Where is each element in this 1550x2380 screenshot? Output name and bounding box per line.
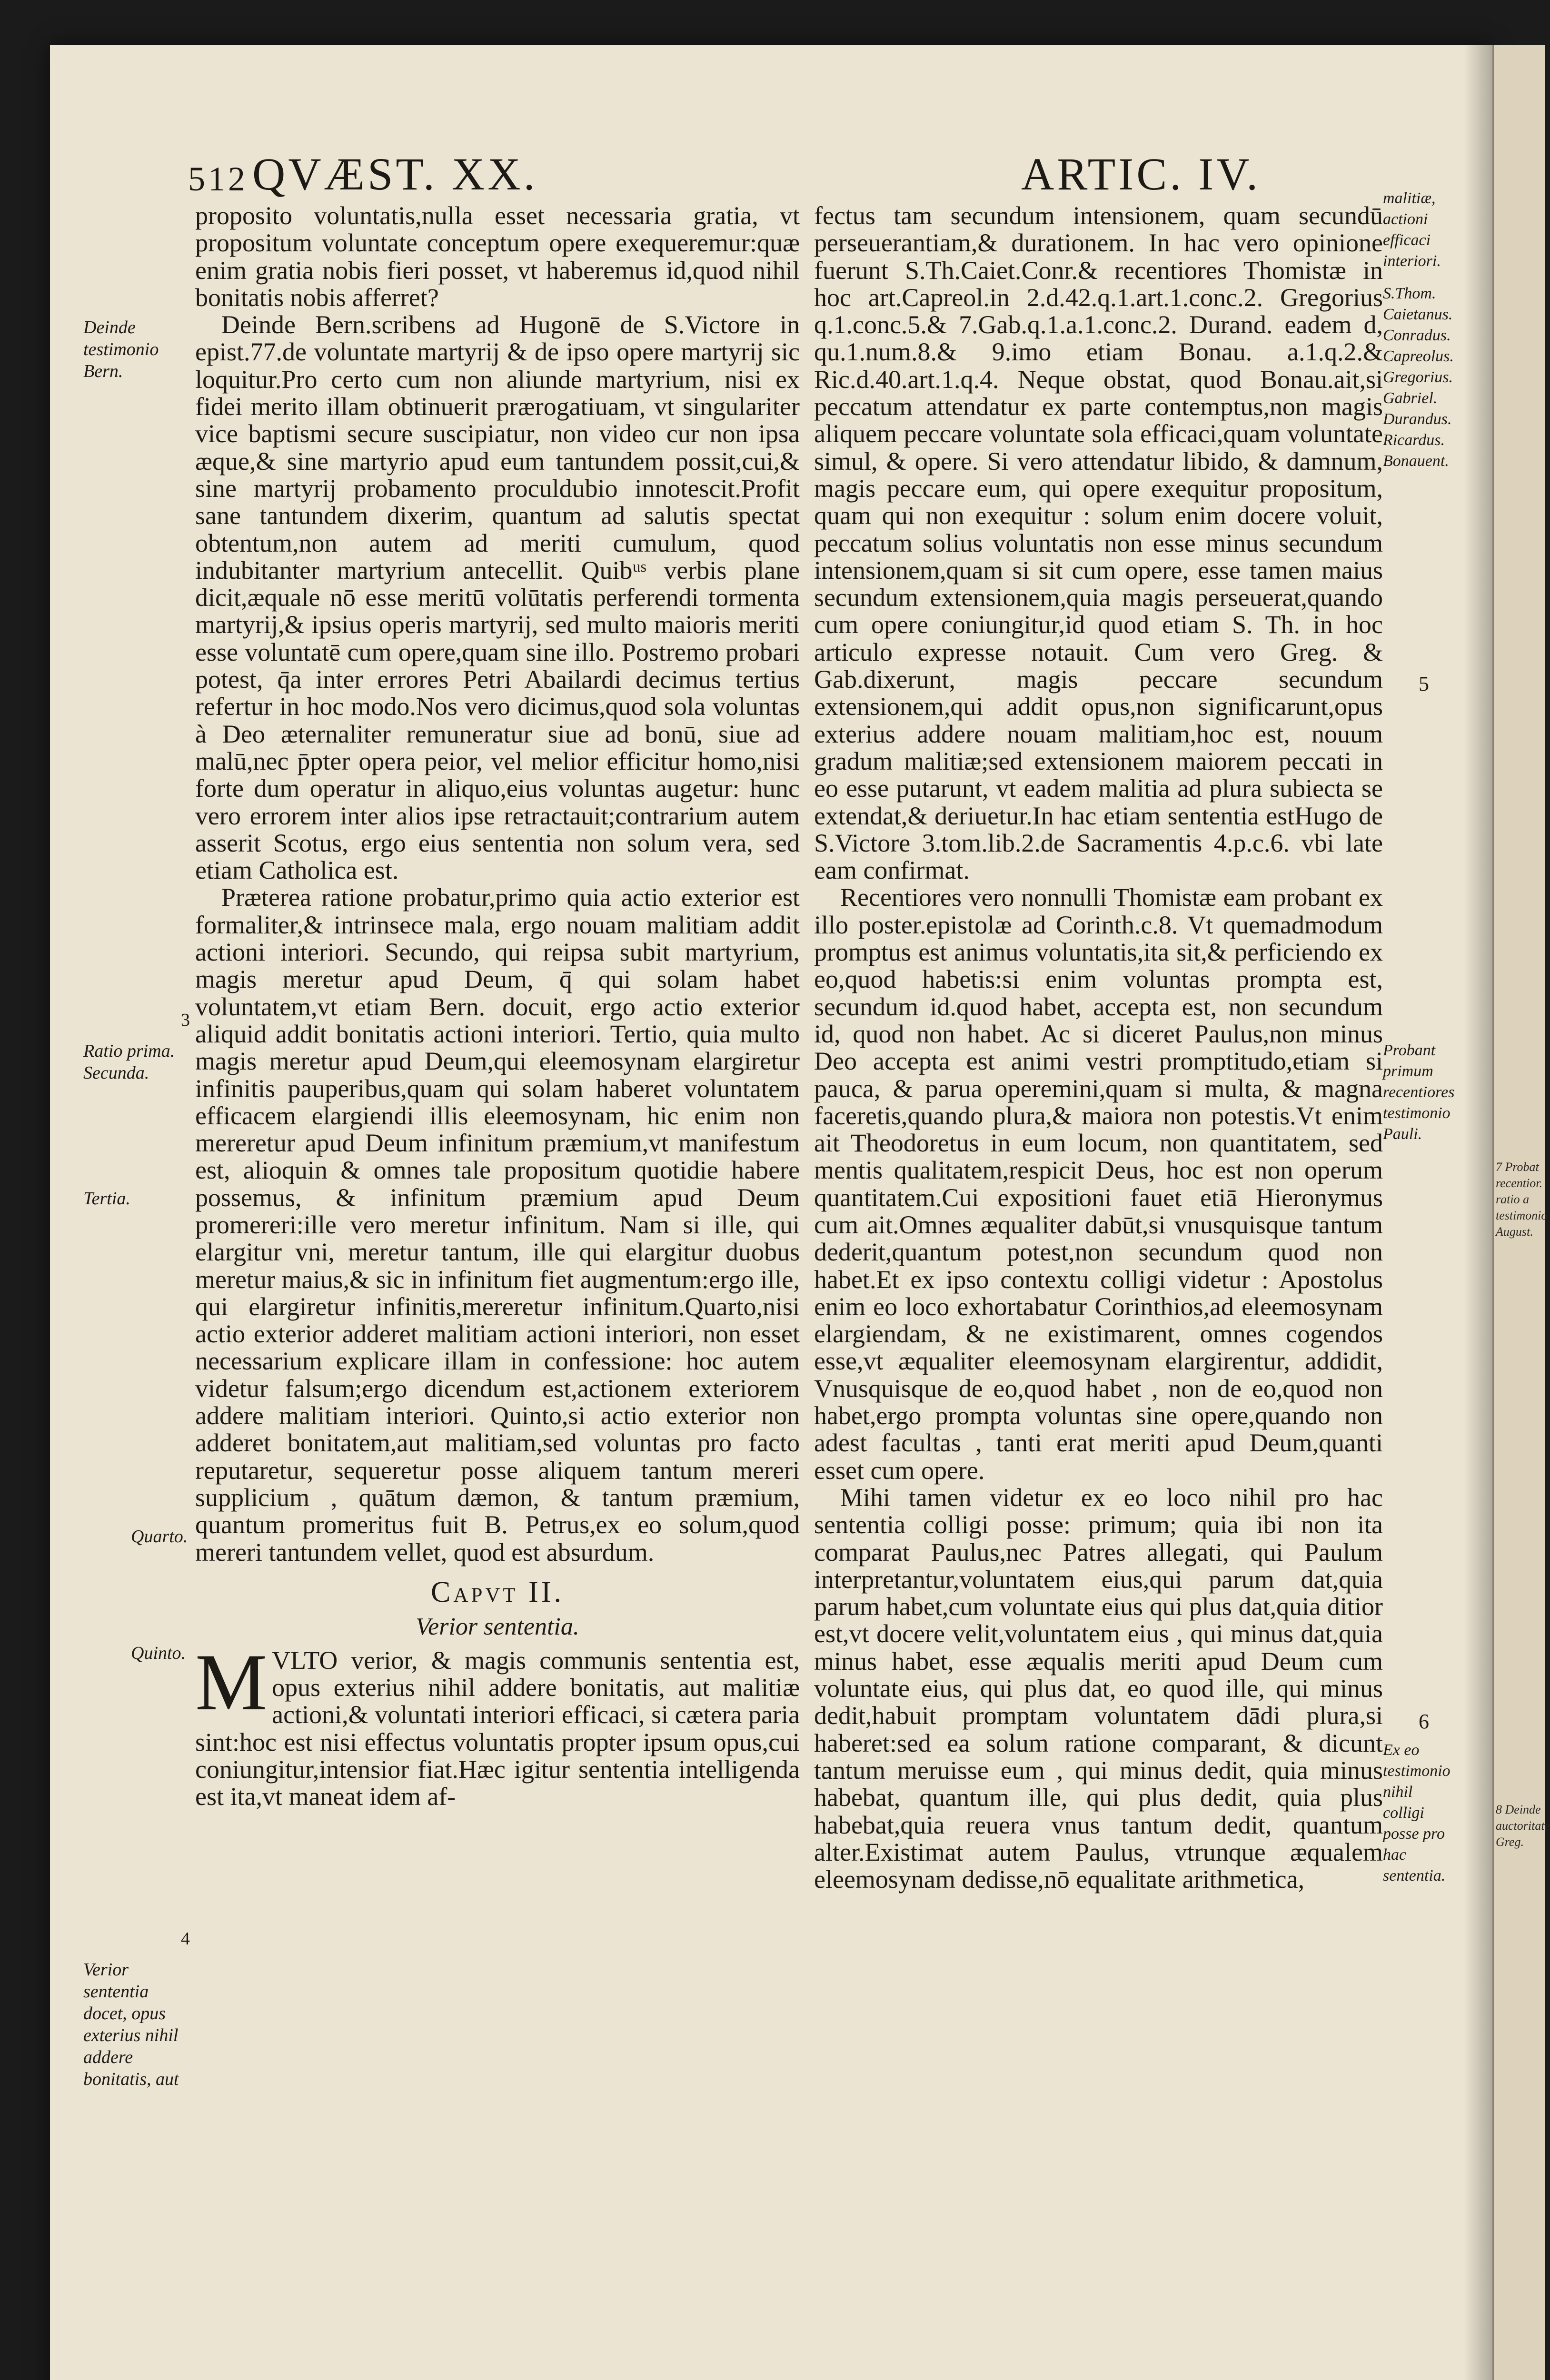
- paragraph: Recentiores vero nonnulli Thomistæ eam probant ex illo poster.epistolæ ad Corinth.c.8. Vt quemadmodum promptus est animus voluntatis,ita sit,& perficiendo ex eo,quod habetis:si enim voluntas prompta est, secundum id.quod habet, accepta est, non secundum id, quod non habet. Ac si diceret Paulus,non minus Deo accepta est animi vestri promptitudo,etiam si pauca, & parua operemini,quam si multa, & magna faceretis,quando plura,& maiora non potestis.Vt enim ait Theodoretus in eum locum, non quantitatem, sed mentis qualitatem,respicit Deus, hoc est non operum quantitatem.Cui expositioni fauet etiā Hieronymus cum ait.Omnes æqualiter dabūt,si vnusquisque tantum dederit,quantum potest,non secundum quod non habet.Et ex ipso contextu colligi videtur : Apostolus enim eo loco exhortabatur Corinthios,ad eleemosynam elargiendam, & ne existimarent, omnes cogendos esse,vt æqualiter eleemosynam elargirentur, addidit, Vnusquisque de eo,quod habet , non de eo,quod non habet,ergo prompta voluntas sine opere,quando non adest facultas , tanti erat meriti apud Deum,quanti esset cum opere.: [814, 883, 1383, 1485]
- margin-note: 8 Deinde auctoritate Greg.: [1496, 1803, 1550, 1849]
- margin-note: Ex eo testimonio nihil colligi posse pro hac sententia.: [1383, 1741, 1451, 1884]
- margin-number: 5: [1419, 672, 1429, 695]
- margin-note: Deinde testimonio Bern.: [83, 317, 159, 381]
- chapter-heading: Capvt II.: [431, 1576, 564, 1608]
- margin-note: Quarto.: [131, 1527, 188, 1547]
- paragraph: fectus tam secundum intensionem, quam secundū perseuerantiam,& durationem. In hac vero opinione fuerunt S.Th.Caiet.Conr.& recentiores Thomistæ in hoc art.Capreol.in 2.d.42.q.1.art.1.conc.2. Gregorius q.1.conc.5.& 7.Gab.q.1.a.1.conc.2. Durand. eadem d, qu.1.num.8.& 9.imo etiam Bonau. a.1.q.2.& Ric.d.40.art.1.q.4. Neque obstat, quod Bonau.ait,si peccatum attendatur ex parte contemptus,non magis aliquem peccare voluntate sola efficaci,quam voluntate simul, & opere. Si vero attendatur libido, & damnum, magis peccare eum, qui opere exequitur propositum, quam qui non exequitur : solum enim docere voluit, peccatum solius voluntatis non esse minus secundum intensionem,quam si sit cum opere, esse tamen maius secundum extensionem,quia magis perseuerat,quando cum opere coniungitur,id quod etiam S. Th. in hoc articulo expresse notauit. Cum vero Greg. & Gab.dixerunt, magis peccare secundum extensionem,qui addit opus,non significarunt,opus exterius addere nouam malitiam,hoc est, nouum gradum malitiæ;sed extensionem maiorem peccati in eo esse putarunt, vt eadem malitia ad plura subiecta se extendat,& deriuetur.In hac etiam sententia estHugo de S.Victore 3.tom.lib.2.de Sacramentis 4.p.c.6. vbi late eam confirmat.: [814, 201, 1383, 885]
- margin-note: Ratio prima. Secunda.: [83, 1041, 175, 1083]
- paragraph-text: VLTO verior, & magis communis sententia est, opus exterius nihil addere bonitatis, aut malitiæ actioni,& voluntati interiori efficaci, si cætera paria sint:hoc est nisi effectus voluntatis propter ipsum opus,cui coniungitur,intensior fiat.Hæc igitur sententia intelligenda est ita,vt maneat idem af-: [195, 1646, 800, 1811]
- facing-page-edge: [1492, 45, 1550, 2380]
- margin-note: S.Thom. Caietanus. Conradus. Capreolus. Gregorius. Gabriel. Durandus. Ricardus. Bonauent.: [1383, 285, 1454, 470]
- right-column: [814, 202, 1383, 1893]
- book-page: [50, 45, 1492, 2380]
- margin-note: Probant primum recentiores testimonio Pauli.: [1383, 1041, 1455, 1143]
- margin-number: 6: [1419, 1710, 1429, 1733]
- running-title-right: ARTIC. IV.: [1021, 149, 1261, 199]
- gutter-shadow: [1464, 45, 1492, 2380]
- page-number: 512: [188, 160, 248, 198]
- paragraph: Præterea ratione probatur,primo quia actio exterior est formaliter,& intrinsece mala, ergo nouam malitiam addit actioni interiori. Secundo, qui reipsa subit martyrium, magis meretur apud Deum, q̄ qui solam habet voluntatem,vt etiam Bern. docuit, ergo actio exterior aliquid addit bonitatis actioni interiori. Tertio, quia multo magis meretur apud Deum,qui eleemosynam elargiretur infinitis pauperibus,quam qui solam haberet voluntatem efficacem elargiendi illis eleemosynam, hic enim non mereretur apud Deum infinitum præmium,vt manifestum est, alioquin & omnes tale propositum quotidie habere possemus, & infinitum præmium apud Deum promereri:ille vero meretur infinitum. Nam si ille, qui elargitur vni, meretur tantum, ille qui elargitur duobus meretur maius,& sic in infinitum fiet augmentum:ergo ille, qui elargiretur infinitis,mereretur infinitum.Quarto,nisi actio exterior adderet malitiam actioni interiori, non esset necessarium explicare illam in confessione: hoc autem videtur falsum;ergo dicendum est,actionem exteriorem addere malitiam interiori. Quinto,si actio exterior non adderet bonitatem,aut malitiam,sed voluntas pro facto reputaretur, sequeretur posse aliquem tantum mereri supplicium , quātum dæmon, & tantum præmium, quantum promeritus fuit B. Petrus,ex eo solum,quod mereri tantundem vellet, quod est absurdum.: [195, 883, 800, 1567]
- left-column: [195, 202, 800, 1811]
- margin-note: Quinto.: [131, 1643, 186, 1663]
- margin-note: Tertia.: [83, 1189, 130, 1209]
- paragraph: Deinde Bern.scribens ad Hugonē de S.Victore in epist.77.de voluntate martyrij & de ipso opere martyrij sic loquitur.Pro certo cum non aliunde martyrium, nisi ex fidei merito illam obtinuerit prærogatiuam, vt singulariter vice baptismi secure suscipiatur, non video cur non ipsa æque,& sine martyrio apud eum tantundem possit,cui,& sine martyrij probamento proculdubio innotescit.Profit sane tantundem dixerim, quantum ad salutis spectat obtentum,non autem ad meriti cumulum, quod indubitanter martyrium antecellit. Quibᵘˢ verbis plane dicit,æquale nō esse meritū volūtatis perferendi tormenta martyrij,& ipsius operis martyrij, sed multo maioris meriti esse voluntatē cum opere,quam sine illo. Postremo probari potest, q̄a inter errores Petri Abailardi decimus tertius refertur in hoc modo.Nos vero dicimus,quod sola voluntas à Deo æternaliter remuneratur siue ad bonū, siue ad malū,nec p̄pter opera peior, vel melior efficitur homo,nisi forte dum operatur in aliquo,eius voluntas augetur: hunc vero errorem inter alios ipse retractauit;contrarium autem asserit Scotus, ergo eius sententia non solum vera, sed etiam Catholica est.: [195, 310, 800, 885]
- paragraph: Mihi tamen videtur ex eo loco nihil pro hac sententia colligi posse: primum; quia ibi non ita comparat Paulus,nec Patres allegati, qui Paulum interpretantur,voluntatem eius,qui parum dat,quia parum habet,cum voluntate eius qui plus dat,quia ditior est,vt docere velit,voluntatem eius , qui minus dat,quia minus habet, esse æqualis meriti apud Deum cum voluntate eius, qui plus dat, eo quod ille, qui minus dedit,habuit promptam voluntatem dādi plura,si haberet:sed ea solum ratione comparant, & dicunt tantum meruisse eum , qui minus dedit, quia minus habebat, quantum ille, qui plus dedit, quia plus habebat,quia reuera vnus tantum dedit, quantum alter.Existimat autem Paulus, vtrunque æqualem eleemosynam dedisse,nō equalitate arithmetica,: [814, 1483, 1383, 1894]
- margin-note: malitiæ, actioni efficaci interiori.: [1383, 189, 1441, 270]
- margin-note: Verior sententia docet, opus exterius nihil addere bonitatis, aut: [83, 1960, 179, 2089]
- running-title-left: QVÆST. XX.: [252, 149, 538, 199]
- paragraph: proposito voluntatis,nulla esset necessaria gratia, vt propositum voluntate conceptum opere exequeremur:quæ enim gratia nobis fieri posset, vt haberemus id,quod nihil bonitatis nobis afferret?: [195, 201, 800, 312]
- chapter-subtitle: Verior sententia.: [416, 1613, 579, 1640]
- margin-number: 3: [181, 1010, 190, 1030]
- paragraph: [195, 1637, 800, 1811]
- margin-number: 4: [181, 1929, 190, 1949]
- margin-note: 7 Probat recentior. ratio a testimonio August.: [1496, 1160, 1548, 1239]
- drop-cap: M: [195, 1637, 268, 1727]
